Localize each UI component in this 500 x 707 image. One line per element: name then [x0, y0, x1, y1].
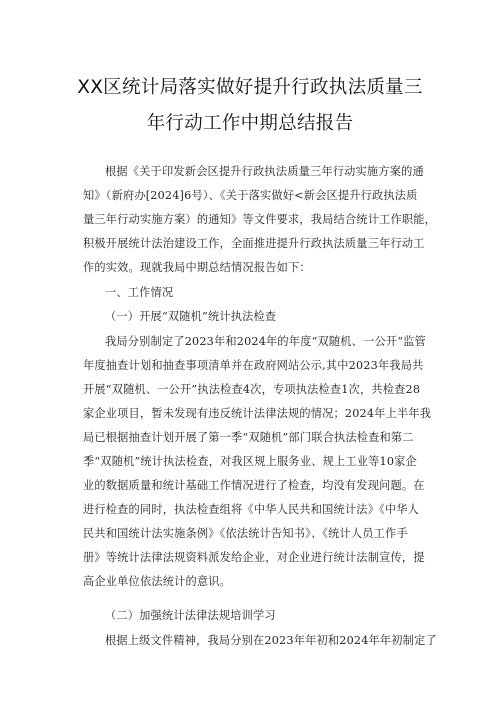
subsection-heading-2: （二）加强统计法律法规培训学习	[105, 609, 276, 622]
paragraph-2-line: 年度抽查计划和抽查事项清单并在政府网站公示,其中2023年我局共	[83, 359, 424, 372]
section-heading-1: 一、工作情况	[105, 286, 174, 299]
paragraph-2-line: 册》等统计法律法规资料派发给企业，对企业进行统计法制宣传，提	[83, 551, 425, 564]
paragraph-2-line: 季“双随机”统计执法检查，对我区规上服务业、规上工业等10家企	[83, 455, 417, 468]
paragraph-2-line: 业的数据质量和统计基础工作情况进行了检查，均没有发现问题。在	[83, 479, 425, 492]
paragraph-2-line: 家企业项目，暂未发现有违反统计法律法规的情况；2024年上半年我	[83, 407, 432, 420]
document-title-line-2: 年行动工作中期总结报告	[146, 113, 354, 134]
paragraph-1-line: 作的实效。现就我局中期总结情况报告如下：	[83, 261, 311, 274]
paragraph-1-line: 量三年行动实施方案）的通知》等文件要求，我局结合统计工作职能，	[83, 213, 437, 226]
document-title-line-1: XX区统计局落实做好提升行政执法质量三	[77, 77, 423, 98]
paragraph-1-line: 积极开展统计法治建设工作，全面推进提升行政执法质量三年行动工	[83, 237, 425, 250]
paragraph-2-line: 民共和国统计法实施条例》《依法统计告知书》、《统计人员工作手	[83, 527, 408, 540]
paragraph-2-line: 我局分别制定了2023年和2024年的年度“双随机、一公开“监管	[105, 335, 426, 348]
subsection-heading-1: （一）开展“双随机”统计执法检查	[105, 310, 277, 323]
paragraph-1-line: 知》（新府办[2024]6号）、《关于落实做好<新会区提升行政执法质	[83, 189, 418, 202]
paragraph-2-line: 进行检查的同时，执法检查组将《中华人民共和国统计法》《中华人	[83, 503, 420, 516]
paragraph-2-line: 局已根据抽查计划开展了第一季“双随机”部门联合执法检查和第二	[83, 431, 414, 444]
paragraph-2-line: 开展“双随机、一公开”执法检查4次，专项执法检查1次，共检查28	[83, 383, 421, 396]
paragraph-1-line: 根据《关于印发新会区提升行政执法质量三年行动实施方案的通	[105, 165, 424, 178]
paragraph-3-line: 根据上级文件精神，我局分别在2023年年初和2024年年初制定了	[105, 634, 437, 647]
paragraph-2-line: 高企业单位依法统计的意识。	[83, 575, 232, 588]
